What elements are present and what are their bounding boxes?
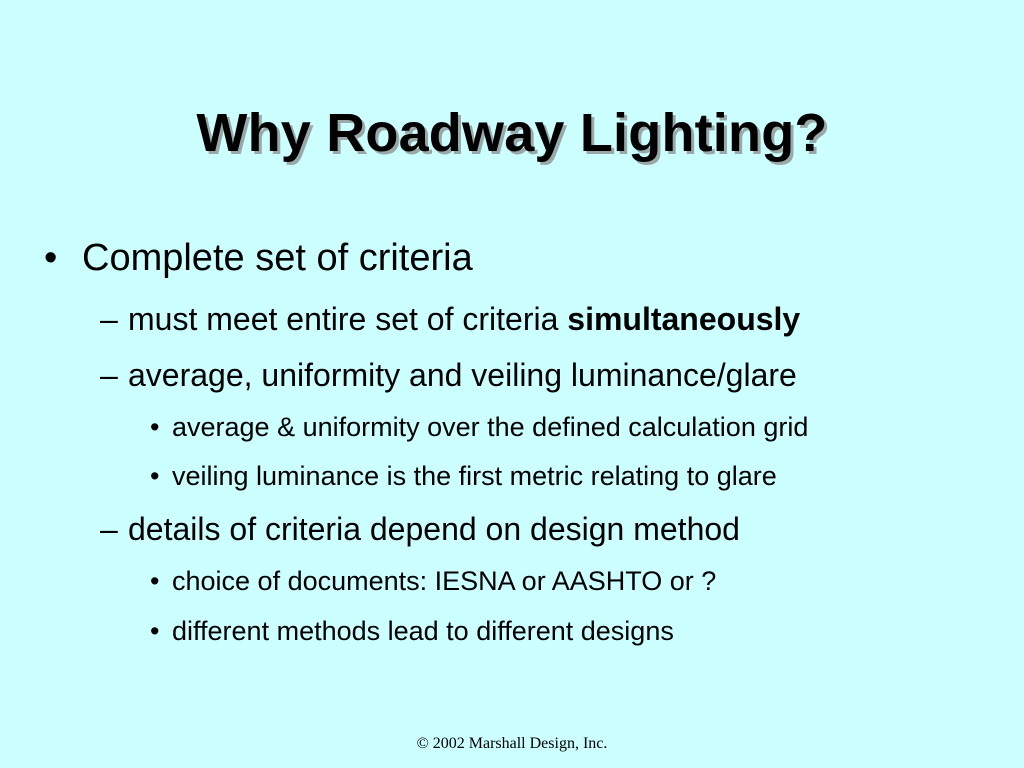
sub-bullet-text: details of criteria depend on design method bbox=[128, 511, 740, 547]
sub-bullet-text: average, uniformity and veiling luminance/glare bbox=[128, 357, 797, 393]
bullet-marker: • bbox=[44, 237, 58, 279]
bullet-marker: • bbox=[150, 412, 160, 442]
sub-bullet-item bbox=[100, 356, 797, 394]
slide-title: Why Roadway Lighting? bbox=[196, 103, 828, 163]
dash-marker: – bbox=[100, 301, 118, 337]
dash-marker: – bbox=[100, 357, 118, 393]
sub-sub-bullet-item bbox=[150, 411, 808, 443]
sub-sub-bullet-text: veiling luminance is the first metric relating to glare bbox=[172, 461, 777, 491]
sub-sub-bullet-text: average & uniformity over the defined calculation grid bbox=[172, 412, 809, 442]
sub-bullet-item bbox=[100, 510, 740, 548]
sub-sub-bullet-item bbox=[150, 460, 777, 492]
sub-bullet-item bbox=[100, 300, 800, 338]
copyright-footer: © 2002 Marshall Design, Inc. bbox=[416, 735, 608, 752]
sub-bullet-text: must meet entire set of criteria bbox=[128, 301, 559, 337]
sub-sub-bullet-text: different methods lead to different designs bbox=[172, 616, 674, 646]
sub-sub-bullet-item bbox=[150, 565, 716, 597]
dash-marker: – bbox=[100, 511, 118, 547]
bullet-marker: • bbox=[150, 566, 160, 596]
sub-sub-bullet-item bbox=[150, 615, 674, 647]
emphasis-text: simultaneously bbox=[567, 301, 801, 337]
bullet-marker: • bbox=[150, 461, 160, 491]
bullet-item bbox=[44, 236, 473, 280]
sub-sub-bullet-text: choice of documents: IESNA or AASHTO or ? bbox=[172, 566, 717, 596]
bullet-text: Complete set of criteria bbox=[82, 237, 473, 279]
bullet-marker: • bbox=[150, 616, 160, 646]
